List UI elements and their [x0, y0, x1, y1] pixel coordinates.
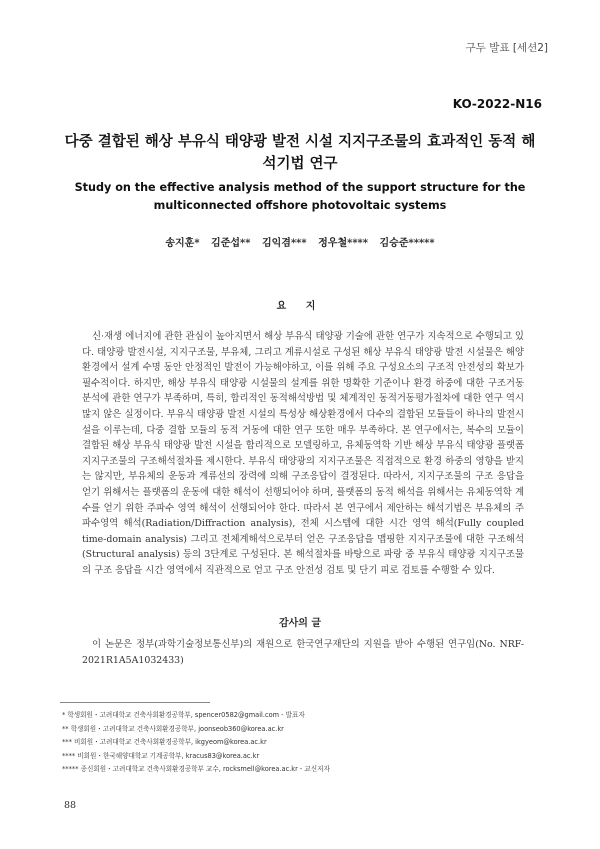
footnotes [62, 709, 542, 777]
abstract-heading: 요 지 [276, 301, 324, 312]
title-korean: 다중 결합된 해상 부유식 태양광 발전 시설 지지구조물의 효과적인 동적 해석기법 연구 [64, 134, 536, 172]
paper-id: KO-2022-N16 [452, 97, 542, 111]
abstract-body: 신·재생 에너지에 관한 관심이 높아지면서 해상 부유식 태양광 기술에 관한 연구가 지속적으로 수행되고 있다. 태양광 발전시설, 지지구조물, 부유체, 그리고 계류시설로 구성된 해상 부유식 태양광 발전 시설물은 해양환경에서 설계 수명 동안 안정적인 발전이 가능해야하고, 이를 위해 주요 구성요소의 구조적 안전성의 확보가 필수적이다. 하지만, 해상 부유식 태양광 시설물의 설계를 위한 명확한 기준이나 환경 하중에 대한 구조거동분석에 관한 연구가 부족하며, 특히, 합리적인 동적해석방법 및 체계적인 동적거동평가절차에 대한 연구 역시 많지 않은 실정이다. 부유식 태양광 발전 시설의 특성상 해상환경에서 다수의 결합된 모듈들이 하나의 발전시설을 이루는데, 다중 결합 모듈의 동적 거동에 대한 연구 또한 매우 부족하다. 본 연구에서는, 복수의 모듈이 결합된 해상 부유식 태양광 발전 시설을 합리적으로 모델링하고, 유체동역학 기반 해상 부유식 태양광 플랫폼 지지구조물의 구조해석절차를 제시한다. 부유식 태양광의 지지구조물은 직접적으로 환경 하중의 영향을 받지는 않지만, 부유체의 운동과 계류선의 장력에 의해 구조응답이 결정된다. 따라서, 지지구조물의 구조 응답을 얻기 위해서는 플랫폼의 운동에 대한 해석이 선행되어야 하며, 플랫폼의 동적 해석을 위해서는 유체동역학 계수를 얻기 위한 주파수 영역 해석이 선행되어야 한다. 따라서 본 연구에서 제안하는 해석기법은 부유체의 주파수영역 해석(Radiation/Diffraction analysis), 전체 시스템에 대한 시간 영역 해석(Fully coupled time-domain analysis) 그리고 전체계해석으로부터 얻은 구조응답을 맵핑한 지지구조물에 대한 구조해석(Structural analysis) 등의 3단계로 구성된다. 본 해석절차를 바탕으로 파랑 중 부유식 태양광 지지구조물의 구조 응답을 시간 영역에서 직관적으로 얻고 구조 안전성 검토 및 단기 피로 검토를 수행할 수 있다. [82, 331, 524, 576]
footnote-author-4: **** 비회원・한국해양대학교 기계공학부, kracus83@korea.ac.kr [62, 751, 260, 760]
footnote-author-5: ***** 종신회원・고려대학교 건축사회환경공학부 교수, rocksmell@korea.ac.kr - 교신저자 [62, 765, 330, 774]
page-number: 88 [64, 800, 77, 811]
footnote-divider [60, 702, 210, 703]
session-label: 구두 발표 [세션2] [465, 42, 548, 54]
footnote-author-2: ** 학생회원・고려대학교 건축사회환경공학부, joonseob360@korea.ac.kr [62, 724, 284, 733]
title-english: Study on the effective analysis method of the support structure for the multiconnected offshore photovoltaic systems [74, 181, 526, 212]
author-list: 송지훈* 김준섭** 김익겸*** 정우철**** 김승준***** [165, 238, 435, 249]
acknowledgement-heading: 감사의 글 [278, 618, 322, 629]
footnote-author-3: *** 비회원・고려대학교 건축사회환경공학부, ikgyeom@korea.ac.kr [62, 738, 267, 747]
footnote-author-1: * 학생회원・고려대학교 건축사회환경공학부, spencer0582@gmail.com - 발표자 [62, 711, 305, 719]
acknowledgement-body: 이 논문은 정부(과학기술정보통신부)의 재원으로 한국연구재단의 지원을 받아 수행된 연구임(No. NRF-2021R1A5A1032433) [82, 639, 524, 666]
